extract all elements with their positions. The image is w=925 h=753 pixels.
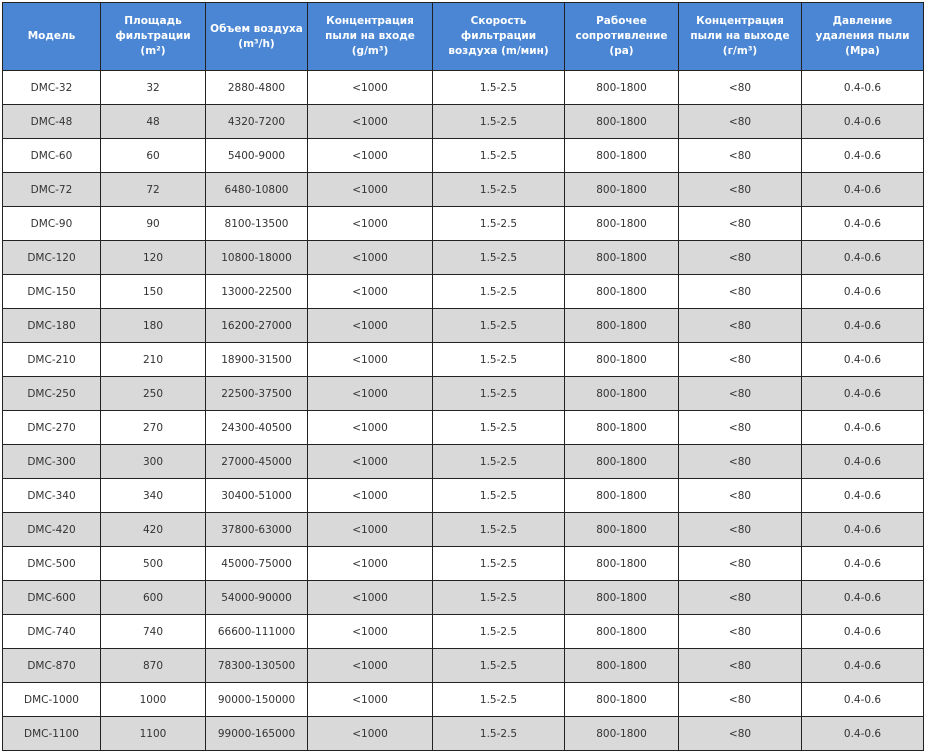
filter-speed-cell: 1.5-2.5: [433, 275, 565, 309]
working-resistance-cell: 800-1800: [565, 71, 679, 105]
filter-speed-cell: 1.5-2.5: [433, 343, 565, 377]
table-row: [3, 207, 924, 241]
air-volume-cell: 16200-27000: [206, 309, 308, 343]
inlet-concentration-cell: <1000: [308, 513, 433, 547]
header-outlet-concentration: Концентрация пыли на выходе (г/m³): [679, 3, 802, 71]
table-row: [3, 615, 924, 649]
outlet-concentration-cell: <80: [679, 717, 802, 751]
filter-speed-cell: 1.5-2.5: [433, 717, 565, 751]
table-row: [3, 173, 924, 207]
header-working-resistance: Рабочее сопротивление (pa): [565, 3, 679, 71]
filter-speed-cell: 1.5-2.5: [433, 615, 565, 649]
inlet-concentration-cell: <1000: [308, 105, 433, 139]
filter-speed-cell: 1.5-2.5: [433, 207, 565, 241]
outlet-concentration-cell: <80: [679, 241, 802, 275]
table-row: [3, 241, 924, 275]
working-resistance-cell: 800-1800: [565, 513, 679, 547]
filter-area-cell: 1100: [101, 717, 206, 751]
inlet-concentration-cell: <1000: [308, 241, 433, 275]
inlet-concentration-cell: <1000: [308, 683, 433, 717]
outlet-concentration-cell: <80: [679, 411, 802, 445]
table-row: [3, 411, 924, 445]
table-row: [3, 445, 924, 479]
model-cell: DMC-60: [3, 139, 101, 173]
working-resistance-cell: 800-1800: [565, 105, 679, 139]
outlet-concentration-cell: <80: [679, 513, 802, 547]
header-filter-speed: Скорость фильтрации воздуха (m/мин): [433, 3, 565, 71]
cleaning-pressure-cell: 0.4-0.6: [802, 275, 924, 309]
inlet-concentration-cell: <1000: [308, 547, 433, 581]
model-cell: DMC-1000: [3, 683, 101, 717]
outlet-concentration-cell: <80: [679, 615, 802, 649]
model-cell: DMC-90: [3, 207, 101, 241]
filter-speed-cell: 1.5-2.5: [433, 309, 565, 343]
filter-area-cell: 32: [101, 71, 206, 105]
outlet-concentration-cell: <80: [679, 105, 802, 139]
table-row: [3, 479, 924, 513]
filter-speed-cell: 1.5-2.5: [433, 173, 565, 207]
table-row: [3, 547, 924, 581]
model-cell: DMC-120: [3, 241, 101, 275]
outlet-concentration-cell: <80: [679, 683, 802, 717]
filter-speed-cell: 1.5-2.5: [433, 105, 565, 139]
air-volume-cell: 4320-7200: [206, 105, 308, 139]
outlet-concentration-cell: <80: [679, 377, 802, 411]
model-cell: DMC-210: [3, 343, 101, 377]
model-cell: DMC-32: [3, 71, 101, 105]
cleaning-pressure-cell: 0.4-0.6: [802, 615, 924, 649]
working-resistance-cell: 800-1800: [565, 207, 679, 241]
working-resistance-cell: 800-1800: [565, 547, 679, 581]
header-cleaning-pressure: Давление удаления пыли (Mpa): [802, 3, 924, 71]
filter-speed-cell: 1.5-2.5: [433, 445, 565, 479]
working-resistance-cell: 800-1800: [565, 581, 679, 615]
filter-speed-cell: 1.5-2.5: [433, 71, 565, 105]
working-resistance-cell: 800-1800: [565, 649, 679, 683]
table-row: [3, 309, 924, 343]
model-cell: DMC-500: [3, 547, 101, 581]
filter-area-cell: 1000: [101, 683, 206, 717]
model-cell: DMC-740: [3, 615, 101, 649]
model-cell: DMC-1100: [3, 717, 101, 751]
cleaning-pressure-cell: 0.4-0.6: [802, 343, 924, 377]
air-volume-cell: 54000-90000: [206, 581, 308, 615]
filter-area-cell: 500: [101, 547, 206, 581]
filter-speed-cell: 1.5-2.5: [433, 139, 565, 173]
inlet-concentration-cell: <1000: [308, 309, 433, 343]
header-model: Модель: [3, 3, 101, 71]
filter-area-cell: 90: [101, 207, 206, 241]
air-volume-cell: 45000-75000: [206, 547, 308, 581]
working-resistance-cell: 800-1800: [565, 139, 679, 173]
working-resistance-cell: 800-1800: [565, 377, 679, 411]
cleaning-pressure-cell: 0.4-0.6: [802, 547, 924, 581]
table-row: [3, 71, 924, 105]
working-resistance-cell: 800-1800: [565, 411, 679, 445]
filter-area-cell: 870: [101, 649, 206, 683]
model-cell: DMC-870: [3, 649, 101, 683]
filter-speed-cell: 1.5-2.5: [433, 411, 565, 445]
header-air-volume: Объем воздуха (m³/h): [206, 3, 308, 71]
working-resistance-cell: 800-1800: [565, 343, 679, 377]
model-cell: DMC-420: [3, 513, 101, 547]
model-cell: DMC-48: [3, 105, 101, 139]
table-row: [3, 105, 924, 139]
table-body: [3, 71, 924, 751]
inlet-concentration-cell: <1000: [308, 275, 433, 309]
inlet-concentration-cell: <1000: [308, 207, 433, 241]
filter-area-cell: 210: [101, 343, 206, 377]
filter-speed-cell: 1.5-2.5: [433, 241, 565, 275]
filter-speed-cell: 1.5-2.5: [433, 479, 565, 513]
filter-speed-cell: 1.5-2.5: [433, 377, 565, 411]
air-volume-cell: 6480-10800: [206, 173, 308, 207]
table-row: [3, 343, 924, 377]
cleaning-pressure-cell: 0.4-0.6: [802, 105, 924, 139]
filter-area-cell: 48: [101, 105, 206, 139]
inlet-concentration-cell: <1000: [308, 581, 433, 615]
model-cell: DMC-72: [3, 173, 101, 207]
table-row: [3, 139, 924, 173]
working-resistance-cell: 800-1800: [565, 615, 679, 649]
cleaning-pressure-cell: 0.4-0.6: [802, 71, 924, 105]
outlet-concentration-cell: <80: [679, 71, 802, 105]
outlet-concentration-cell: <80: [679, 547, 802, 581]
model-cell: DMC-270: [3, 411, 101, 445]
cleaning-pressure-cell: 0.4-0.6: [802, 173, 924, 207]
filter-speed-cell: 1.5-2.5: [433, 547, 565, 581]
cleaning-pressure-cell: 0.4-0.6: [802, 649, 924, 683]
working-resistance-cell: 800-1800: [565, 309, 679, 343]
outlet-concentration-cell: <80: [679, 309, 802, 343]
table-row: [3, 377, 924, 411]
outlet-concentration-cell: <80: [679, 581, 802, 615]
cleaning-pressure-cell: 0.4-0.6: [802, 241, 924, 275]
header-filter-area: Площадь фильтрации (m²): [101, 3, 206, 71]
outlet-concentration-cell: <80: [679, 275, 802, 309]
cleaning-pressure-cell: 0.4-0.6: [802, 411, 924, 445]
air-volume-cell: 78300-130500: [206, 649, 308, 683]
outlet-concentration-cell: <80: [679, 139, 802, 173]
inlet-concentration-cell: <1000: [308, 615, 433, 649]
table-row: [3, 275, 924, 309]
working-resistance-cell: 800-1800: [565, 275, 679, 309]
filter-area-cell: 60: [101, 139, 206, 173]
table-row: [3, 513, 924, 547]
inlet-concentration-cell: <1000: [308, 377, 433, 411]
air-volume-cell: 37800-63000: [206, 513, 308, 547]
filter-speed-cell: 1.5-2.5: [433, 513, 565, 547]
air-volume-cell: 99000-165000: [206, 717, 308, 751]
outlet-concentration-cell: <80: [679, 445, 802, 479]
table-row: [3, 581, 924, 615]
cleaning-pressure-cell: 0.4-0.6: [802, 581, 924, 615]
cleaning-pressure-cell: 0.4-0.6: [802, 683, 924, 717]
working-resistance-cell: 800-1800: [565, 241, 679, 275]
air-volume-cell: 27000-45000: [206, 445, 308, 479]
filter-area-cell: 740: [101, 615, 206, 649]
cleaning-pressure-cell: 0.4-0.6: [802, 207, 924, 241]
inlet-concentration-cell: <1000: [308, 479, 433, 513]
model-cell: DMC-180: [3, 309, 101, 343]
outlet-concentration-cell: <80: [679, 343, 802, 377]
inlet-concentration-cell: <1000: [308, 139, 433, 173]
outlet-concentration-cell: <80: [679, 207, 802, 241]
model-cell: DMC-340: [3, 479, 101, 513]
air-volume-cell: 5400-9000: [206, 139, 308, 173]
filter-area-cell: 150: [101, 275, 206, 309]
outlet-concentration-cell: <80: [679, 479, 802, 513]
model-cell: DMC-250: [3, 377, 101, 411]
table-row: [3, 649, 924, 683]
air-volume-cell: 13000-22500: [206, 275, 308, 309]
filter-speed-cell: 1.5-2.5: [433, 683, 565, 717]
air-volume-cell: 10800-18000: [206, 241, 308, 275]
cleaning-pressure-cell: 0.4-0.6: [802, 139, 924, 173]
outlet-concentration-cell: <80: [679, 173, 802, 207]
table-row: [3, 717, 924, 751]
filter-area-cell: 600: [101, 581, 206, 615]
working-resistance-cell: 800-1800: [565, 445, 679, 479]
header-row: [3, 3, 924, 71]
filter-area-cell: 250: [101, 377, 206, 411]
header-inlet-concentration: Концентрация пыли на входе (g/m³): [308, 3, 433, 71]
air-volume-cell: 8100-13500: [206, 207, 308, 241]
filter-area-cell: 340: [101, 479, 206, 513]
inlet-concentration-cell: <1000: [308, 71, 433, 105]
cleaning-pressure-cell: 0.4-0.6: [802, 717, 924, 751]
air-volume-cell: 24300-40500: [206, 411, 308, 445]
working-resistance-cell: 800-1800: [565, 479, 679, 513]
inlet-concentration-cell: <1000: [308, 343, 433, 377]
table-row: [3, 683, 924, 717]
air-volume-cell: 30400-51000: [206, 479, 308, 513]
filter-speed-cell: 1.5-2.5: [433, 581, 565, 615]
spec-table: [2, 2, 924, 751]
cleaning-pressure-cell: 0.4-0.6: [802, 309, 924, 343]
table-header: [3, 3, 924, 71]
inlet-concentration-cell: <1000: [308, 717, 433, 751]
inlet-concentration-cell: <1000: [308, 173, 433, 207]
inlet-concentration-cell: <1000: [308, 445, 433, 479]
working-resistance-cell: 800-1800: [565, 683, 679, 717]
cleaning-pressure-cell: 0.4-0.6: [802, 445, 924, 479]
filter-area-cell: 300: [101, 445, 206, 479]
filter-area-cell: 420: [101, 513, 206, 547]
model-cell: DMC-600: [3, 581, 101, 615]
air-volume-cell: 66600-111000: [206, 615, 308, 649]
outlet-concentration-cell: <80: [679, 649, 802, 683]
filter-area-cell: 72: [101, 173, 206, 207]
cleaning-pressure-cell: 0.4-0.6: [802, 377, 924, 411]
filter-area-cell: 120: [101, 241, 206, 275]
cleaning-pressure-cell: 0.4-0.6: [802, 513, 924, 547]
filter-speed-cell: 1.5-2.5: [433, 649, 565, 683]
air-volume-cell: 2880-4800: [206, 71, 308, 105]
working-resistance-cell: 800-1800: [565, 717, 679, 751]
model-cell: DMC-150: [3, 275, 101, 309]
model-cell: DMC-300: [3, 445, 101, 479]
filter-area-cell: 180: [101, 309, 206, 343]
inlet-concentration-cell: <1000: [308, 411, 433, 445]
working-resistance-cell: 800-1800: [565, 173, 679, 207]
air-volume-cell: 22500-37500: [206, 377, 308, 411]
cleaning-pressure-cell: 0.4-0.6: [802, 479, 924, 513]
air-volume-cell: 18900-31500: [206, 343, 308, 377]
inlet-concentration-cell: <1000: [308, 649, 433, 683]
air-volume-cell: 90000-150000: [206, 683, 308, 717]
filter-area-cell: 270: [101, 411, 206, 445]
